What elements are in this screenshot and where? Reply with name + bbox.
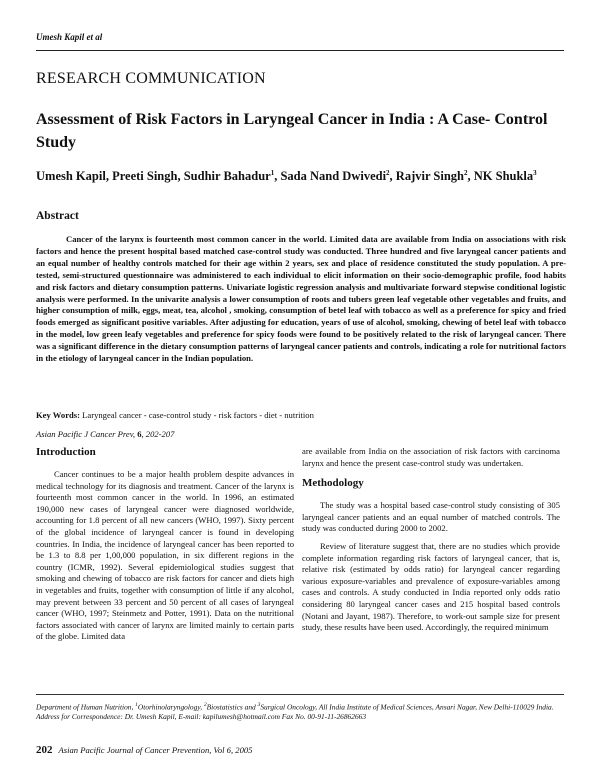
keywords-text: Laryngeal cancer - case-control study - risk factors - diet - nutrition [80,410,314,420]
citation-pages: , 202-207 [141,429,175,439]
footnote-text: Surgical Oncology, All India Institute of Medical Sciences, Ansari Nagar, New Delhi-110029 India. Address for Correspondence: Dr. Umesh Kapil, E-mail: kapilumesh@hotmail.com Fax No. 00-91-11-26862663 [36,702,554,722]
citation-volume: 6 [137,429,142,439]
section-label: RESEARCH COMMUNICATION [36,70,266,87]
abstract-text: Cancer of the larynx is fourteenth most common cancer in the world. Limited data are available from India on associations with risk factors and hence the present hospital based matched case-control study was conducted. Three hundred and five laryngeal cancer patients and an equal number of healthy controls matched for their age within 2 years, sex and place of residence constituted the study population. A pre-tested, semi-structured questionnaire was administered to each individual to elicit information on their socio-demographic profile, food habits and risk factors and dietary consumption patterns. Univariate logistic regression analysis and multivariate forward stepwise conditional logistic analysis were performed. In the univarite analysis a lower consumption of roots and tubers green leaf vegetable other vegetables and fruits, and higher consumption of milk, eggs, meat, tea, alcohol , smoking, consumption of betel leaf with tobacco as well as a preference for spicy and fried foods emerged as significant positive variables. After adjusting for education, years of use of alcohol, smoking, chewing of betel leaf with tobacco in the model, low green leafy vegetables and preference for spicy foods were found to be positively related to the risk of laryngeal cancer. There was a significant difference in the dietary consumption patterns of laryngeal cancer patients and controls, indicating a role for nutritional factors in the etiology of laryngeal cancer in the Indian population. [36,234,566,364]
footnote-text: Biostatistics and [206,702,258,712]
affiliation-footnote [36,700,566,722]
footer-journal: Asian Pacific Journal of Cancer Prevention, Vol 6, 2005 [58,745,253,755]
page-number: 202 [36,744,53,756]
abstract-heading: Abstract [36,210,79,222]
header-rule [36,50,564,51]
author-affiliation-mark: 2 [464,169,468,177]
introduction-paragraph: Cancer continues to be a major health problem despite advances in medical technology for its diagnosis and treatment. Cancer of the larynx is fourteenth most common cancer in the world. In 1996, an estimated 190,000 new cases of laryngeal cancer were diagnosed worldwide, accounting for 1.8 percent of all new cancers (WHO, 1997). Sixty percent of the global incidence of laryngeal cancer is found in developing countries. In India, the incidence of laryngeal cancer has been reported to be 1.3 to 8.8 per 1,00,000 population, in six different regions in the country (ICMR, 1992). Several epidemiological studies suggest that smoking and chewing of tobacco are risk factors for cancer and diets high in vegetables and fruits, together with consumption of little if any alcohol, may prevent between 33 percent and 50 percent of all cases of laryngeal cancer (WHO, 1997; Steinmetz and Potter, 1991). Data on the nutritional factors associated with cancer of larynx are limited mainly to certain parts of the globe. Limited data [36,469,294,642]
methodology-paragraph: The study was a hospital based case-control study consisting of 305 laryngeal cancer patients and an equal number of matched controls. The study was conducted during 2000 to 2002. [302,500,560,534]
introduction-heading: Introduction [36,446,96,458]
author-affiliation-mark: 2 [386,169,390,177]
methodology-paragraph: Review of literature suggest that, there are no studies which provide complete information regarding risk factors of laryngeal cancer, that is, relative risk (estimated by odds ratio) for laryngeal cancer regarding various exposure-variables and prevalence of exposure-variables among cases and controls. A study conducted in India reported only odds ratio considering 80 laryngeal cancer cases and 215 hospital based controls (Notani and Jayant, 1987). Therefore, to work-out sample size for present study, these results have been used. Accordingly, the required minimum [302,540,560,633]
keywords-label: Key Words: [36,410,81,420]
author-list: Umesh Kapil, Preeti Singh, Sudhir Bahadur$^1$, Sada Nand Dwivedi$^2$, Rajvir Singh$^2$, NK Shukla$^3$ [36,169,537,184]
citation-prefix: Asian Pacific J Cancer Prev, [36,429,138,439]
footnote-mark: 3 [257,702,261,708]
methodology-heading: Methodology [302,477,364,490]
footnote-rule [36,694,564,695]
author-affiliation-mark: 1 [270,169,275,177]
journal-citation [36,429,174,439]
author-affiliation-mark: 3 [533,169,537,177]
footnote-text: Otorhinolaryngology, [137,702,204,712]
author: Umesh Kapil [36,169,106,184]
author: NK Shukla [473,169,534,184]
footnote-text: Department of Human Nutrition, [36,702,136,712]
keywords [36,410,566,420]
right-column [302,446,560,640]
left-column [36,446,294,649]
author: Sudhir Bahadur [183,169,271,184]
page-footer [36,744,252,756]
introduction-continuation: are available from India on the association of risk factors with carcinoma larynx and hence the present case-control study was undertaken. [302,446,560,468]
author: Preeti Singh [112,169,178,184]
footnote-mark: 1 [135,702,138,708]
author: Rajvir Singh [395,169,464,184]
running-head: Umesh Kapil et al [36,32,103,42]
footnote-mark: 2 [203,702,207,708]
author: Sada Nand Dwivedi [280,169,387,184]
paper-title: Assessment of Risk Factors in Laryngeal Cancer in India : A Case- Control Study [36,111,548,151]
